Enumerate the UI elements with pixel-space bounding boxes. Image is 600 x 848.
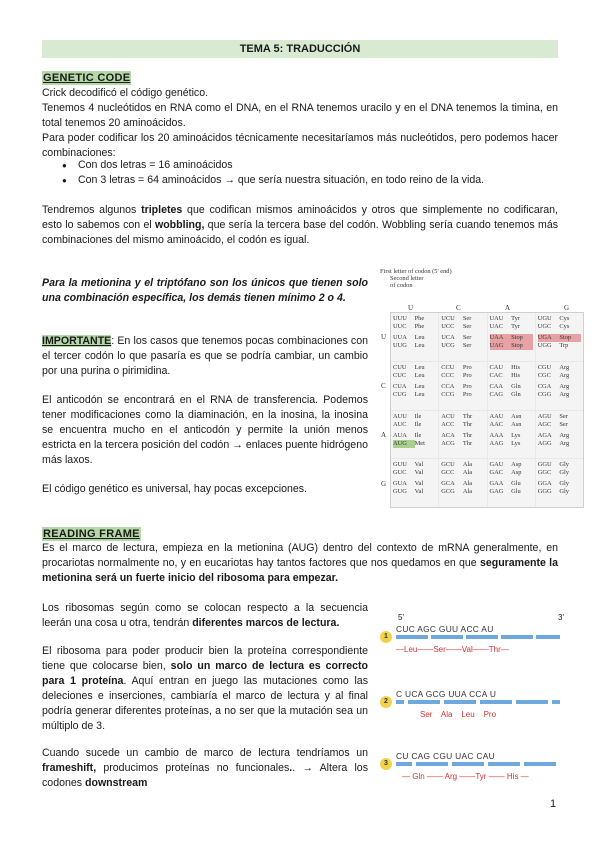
amino-acid: His	[511, 371, 521, 379]
amino-acid: Thr	[462, 412, 473, 420]
codon: CUU	[393, 363, 407, 371]
codon: GUG	[393, 488, 407, 496]
text: Second letter	[390, 275, 424, 282]
codon: UGU	[537, 315, 552, 322]
codon-bar	[488, 762, 520, 766]
amino-acid: Gly	[559, 469, 569, 477]
amino-acid: Phe	[414, 315, 425, 322]
codon: AGU	[537, 412, 552, 420]
reading-frame-intro	[42, 541, 558, 586]
codon-grid	[390, 312, 584, 508]
amino-acid: Cys	[559, 323, 570, 330]
amino-acid: Arg	[559, 431, 570, 439]
amino-acid: Tyr	[511, 315, 520, 322]
amino-acid: Arg	[559, 363, 570, 371]
amino-acid: Cys	[559, 315, 570, 322]
amino-acid: Gly	[559, 488, 569, 496]
codon: UUU	[393, 315, 407, 322]
codon: CGU	[537, 363, 552, 371]
codon-cell	[439, 459, 486, 507]
text: que codifican mismos aminoácidos y otros que simplemente no codificaran, esto lo sabemos con el	[42, 204, 558, 232]
codon-bar	[452, 762, 484, 766]
text: .	[289, 762, 293, 775]
text: El código genético es universal, hay pocas excepciones.	[42, 483, 308, 495]
amino-acid: Ile	[414, 431, 422, 439]
text: frameshift,	[42, 762, 97, 775]
amino-acid: Ser	[462, 334, 472, 341]
amino-acid: Val	[414, 480, 424, 488]
codon-bar	[396, 635, 428, 639]
amino-acid: Stop	[559, 334, 581, 342]
text: solo un marco de lectura es correcto para 1 proteína	[42, 660, 369, 688]
codon: AGC	[537, 420, 552, 428]
col-header: A	[505, 304, 511, 312]
codon: CGG	[537, 390, 552, 398]
codon: UAG	[490, 342, 512, 350]
codon: UCU	[441, 315, 455, 322]
correct-frame-paragraph	[42, 644, 368, 734]
codon: AAG	[489, 439, 504, 447]
text: of codon	[390, 281, 413, 289]
codon: UAA	[490, 334, 512, 342]
text: Para la metionina y el triptófano son los únicos que tienen solo una combinación específica, los demás tienen mínimo 2 o 4.	[42, 277, 368, 305]
codon-bar	[480, 700, 512, 704]
codon: CCU	[441, 363, 455, 371]
amino-acid-sequence: Ser Ala Leu Pro	[420, 710, 497, 719]
page-title: TEMA 5: TRADUCCIÓN	[42, 40, 558, 58]
codon: GAC	[489, 469, 503, 477]
codon-cell	[439, 411, 486, 459]
codon: CAC	[489, 371, 503, 379]
codon: GAU	[489, 461, 504, 469]
codon-bar	[501, 635, 533, 639]
amino-acid: Ser	[462, 315, 472, 322]
amino-acid: Arg	[559, 371, 570, 379]
codon-cell	[439, 313, 486, 361]
universal-paragraph	[42, 482, 368, 497]
amino-acid: Arg	[559, 382, 570, 390]
amino-acid: Gln	[511, 382, 521, 390]
amino-acid: Thr	[462, 431, 473, 439]
codon: UGC	[537, 323, 552, 330]
amino-acid: Ser	[559, 420, 568, 428]
codon-bar	[408, 700, 440, 704]
amino-acid: Stop	[511, 342, 533, 350]
codon: ACA	[441, 431, 455, 439]
codon: AAU	[489, 412, 504, 420]
paragraph: Tenemos 4 nucleótidos en RNA como el DNA, en el RNA tenemos uracilo y en el DNA tenemos la timina, en total tenemos 20 aminoácidos.	[42, 102, 558, 130]
codon-bar	[466, 635, 498, 639]
importante-paragraph	[42, 334, 368, 379]
codon: CGA	[537, 382, 552, 390]
text: Tendremos algunos	[42, 204, 142, 216]
codon: GGA	[537, 480, 552, 488]
text: . Aquí entran en juego las mutaciones como las deleciones e inserciones, cambiaría el marco de lectura y al final podría generar diferentes proteínas, a no ser que la mutación sea un múltiplo de 3.	[42, 675, 368, 733]
codon-sequence: C UCA GCG UUA CCA U	[396, 689, 497, 699]
text: . → Altera los codones	[42, 762, 368, 790]
amino-acid: Val	[414, 469, 424, 477]
codon-bar	[431, 635, 463, 639]
codon: GUA	[393, 480, 407, 488]
paragraph: Crick decodificó el código genético.	[42, 87, 209, 99]
amino-acid: Glu	[511, 480, 521, 488]
amino-acid: Arg	[559, 439, 570, 447]
amino-acid: Pro	[462, 390, 472, 398]
codon: GCU	[441, 461, 455, 469]
amino-acid: Gln	[511, 390, 521, 398]
amino-acid: Lys	[511, 439, 521, 447]
amino-acid: Thr	[462, 420, 473, 428]
amino-acid: Leu	[414, 390, 425, 398]
list-item: ● Con 3 letras = 64 aminoácidos → que sería nuestra situación, en todo reino de la vida.	[62, 173, 484, 188]
codon: AUC	[393, 420, 407, 428]
amino-acid: Leu	[414, 342, 425, 349]
amino-acid: Trp	[559, 342, 569, 349]
amino-acid: Ile	[414, 412, 422, 420]
text: downstream	[85, 777, 148, 790]
amino-acid-sequence: — Gln —— Arg ——Tyr —— His —	[402, 772, 529, 781]
codon-bar	[444, 700, 476, 704]
codon-bar	[516, 700, 548, 704]
met-trp-paragraph	[42, 276, 368, 306]
codon: AUG	[393, 440, 415, 448]
codon: ACG	[441, 439, 455, 447]
amino-acid: Gly	[559, 480, 569, 488]
codon: UAU	[489, 315, 504, 322]
codon: UCG	[441, 342, 455, 349]
second-letter-label	[390, 276, 424, 289]
amino-acid: Lys	[511, 431, 521, 439]
reading-frame-2	[380, 689, 580, 723]
codon: GGU	[537, 461, 552, 469]
text: Los ribosomas según como se colocan respecto a la secuencia leerán una cosa u otra, tendrán	[42, 602, 368, 630]
codon: UUG	[393, 342, 407, 349]
codon: GUC	[393, 469, 407, 477]
amino-acid: Gly	[559, 461, 569, 469]
codon: UUC	[393, 323, 407, 330]
amino-acid: Stop	[511, 334, 533, 342]
amino-acid: Asn	[511, 412, 522, 420]
codon-cell	[536, 459, 583, 507]
codon: UAC	[489, 323, 503, 330]
list-item: ● Con dos letras = 16 aminoácidos	[62, 158, 484, 173]
codon-cell	[488, 411, 535, 459]
codon: GCC	[441, 469, 455, 477]
codon: UCC	[441, 323, 455, 330]
text: : En los casos que tenemos pocas combinaciones con el tercer codón lo que pasaría es que se podría cambiar, un cambio por una purina o pirimidina.	[42, 335, 368, 378]
amino-acid: Ile	[414, 420, 422, 428]
amino-acid: Phe	[414, 323, 425, 330]
amino-acid: Tyr	[511, 323, 520, 330]
combinations-list	[62, 158, 484, 188]
reading-frame-1	[380, 624, 580, 658]
amino-acid: Pro	[462, 371, 472, 379]
codon: AGA	[537, 431, 552, 439]
amino-acid: Ala	[462, 469, 473, 477]
genetic-code-heading: GENETIC CODE	[43, 72, 131, 84]
codon-cell	[391, 459, 438, 507]
codon: AUA	[393, 431, 407, 439]
reading-frame-3	[380, 751, 580, 785]
codon: AAA	[489, 431, 504, 439]
codon-bar	[536, 635, 560, 639]
codon-sequence: CUC AGC GUU ACC AU	[396, 624, 494, 634]
text: seguramente la metionina será un fuerte inicio del ribosoma para empezar.	[42, 557, 558, 585]
codon: AUU	[393, 412, 407, 420]
row-header: C	[381, 382, 386, 390]
amino-acid: Pro	[462, 382, 472, 390]
page-number: 1	[550, 798, 557, 810]
amino-acid: Leu	[414, 371, 425, 379]
codon: UCA	[441, 334, 455, 341]
codon: UGA	[538, 334, 560, 342]
amino-acid: Ser	[462, 342, 472, 349]
codon: CCC	[441, 371, 455, 379]
codon: ACU	[441, 412, 455, 420]
amino-acid: Thr	[462, 439, 473, 447]
amino-acid: Val	[414, 488, 424, 496]
codon: UGG	[537, 342, 552, 349]
text: Cuando sucede un cambio de marco de lectura tendríamos un	[42, 747, 368, 759]
first-letter-label: First letter of codon (5' end)	[380, 268, 452, 275]
codon: GAG	[489, 488, 504, 496]
text: Es el marco de lectura, empieza en la metionina (AUG) dentro del contexto de mRNA generalmente, en procariotas normalmente no, y en eucariotas hay tantos factores que nos quedamos en que	[42, 542, 558, 570]
row-header: G	[381, 480, 387, 488]
codon-cell	[439, 362, 486, 410]
amino-acid: Leu	[414, 363, 425, 371]
codon-bar	[524, 762, 556, 766]
col-header: C	[456, 304, 461, 312]
codon-cell	[488, 362, 535, 410]
codon-cell	[536, 411, 583, 459]
frameshift-paragraph	[42, 746, 368, 791]
codon-cell	[391, 313, 438, 361]
codon: CAA	[489, 382, 503, 390]
amino-acid: Ser	[559, 412, 568, 420]
amino-acid: Asp	[511, 469, 522, 477]
paragraph: Para poder codificar los 20 aminoácidos técnicamente necesitaríamos más nucleótidos, pero podemos hacer combinaciones:	[42, 132, 558, 160]
amino-acid: Asn	[511, 420, 522, 428]
amino-acid: Ser	[462, 323, 472, 330]
text: diferentes marcos de lectura.	[192, 617, 340, 630]
codon: GAA	[489, 480, 504, 488]
codon: AGG	[537, 439, 552, 447]
amino-acid: Val	[414, 461, 424, 469]
codon-cell	[536, 362, 583, 410]
codon: GCG	[441, 488, 455, 496]
three-prime-label: 3'	[558, 613, 564, 622]
codon-bar	[396, 762, 412, 766]
codon-cell	[536, 313, 583, 361]
codon: CUG	[393, 390, 407, 398]
codon-table-figure	[380, 267, 586, 509]
codon: CUC	[393, 371, 407, 379]
amino-acid: Asp	[511, 461, 522, 469]
frame-number-badge: 3	[380, 758, 392, 770]
genetic-code-intro	[42, 86, 558, 161]
reading-frame-heading: READING FRAME	[43, 528, 140, 540]
row-header: A	[381, 431, 387, 439]
amino-acid: Leu	[414, 382, 425, 390]
text: que sería la tercera base del codón. Wobbling sería cuando tenemos más combinaciones del mismo aminoácido, el codón es igual.	[42, 219, 559, 247]
codon-cell	[391, 411, 438, 459]
wobbling-paragraph	[42, 203, 558, 248]
text: El anticodón se encontrará en el RNA de transferencia. Podemos tener modificaciones como la diaminación, en la inosina, la inosina se encuentra mucho en el anticodón y permite la unión menos estricta en la tercera posición del codón → enlaces puente hidrógeno más laxos.	[42, 394, 368, 467]
amino-acid: Ala	[462, 488, 473, 496]
codon: GCA	[441, 480, 455, 488]
row-header: U	[381, 333, 387, 341]
codon-bar	[396, 700, 404, 704]
codon: CAG	[489, 390, 503, 398]
codon-cell	[488, 313, 535, 361]
amino-acid: Leu	[414, 334, 425, 341]
five-prime-label: 5'	[398, 613, 404, 622]
amino-acid: Arg	[559, 390, 570, 398]
codon: GGG	[537, 488, 552, 496]
amino-acid: His	[511, 363, 521, 371]
codon: CGC	[537, 371, 551, 379]
codon: CCG	[441, 390, 455, 398]
amino-acid: Ala	[462, 461, 473, 469]
codon: UUA	[393, 334, 407, 341]
text: tripletes	[141, 204, 183, 216]
codon-cell	[391, 362, 438, 410]
codon: GGC	[537, 469, 552, 477]
col-header: G	[564, 304, 570, 312]
amino-acid-sequence: —Leu——Ser——Val——Thr—	[396, 645, 509, 654]
codon: ACC	[441, 420, 455, 428]
codon-cell	[488, 459, 535, 507]
ribosome-paragraph	[42, 601, 368, 631]
amino-acid: Pro	[462, 363, 472, 371]
codon: AAC	[489, 420, 503, 428]
frame-number-badge: 2	[380, 696, 392, 708]
codon: GUU	[393, 461, 407, 469]
codon-bar	[552, 700, 560, 704]
codon: CUA	[393, 382, 407, 390]
text: IMPORTANTE	[42, 335, 112, 347]
codon: CAU	[489, 363, 503, 371]
codon-bar	[416, 762, 448, 766]
anticodon-paragraph	[42, 393, 368, 468]
text: El ribosoma para poder producir bien la proteína correspondiente tiene que colocarse bien,	[42, 645, 368, 673]
amino-acid: Met	[414, 439, 425, 447]
codon: CCA	[441, 382, 455, 390]
codon-sequence: CU CAG CGU UAC CAU	[396, 751, 495, 761]
text: producimos proteínas no funcionales	[96, 762, 290, 775]
col-header: U	[408, 304, 414, 312]
amino-acid: Glu	[511, 488, 521, 496]
amino-acid: Ala	[462, 480, 473, 488]
frame-number-badge: 1	[380, 631, 392, 643]
text: wobbling,	[154, 219, 205, 232]
